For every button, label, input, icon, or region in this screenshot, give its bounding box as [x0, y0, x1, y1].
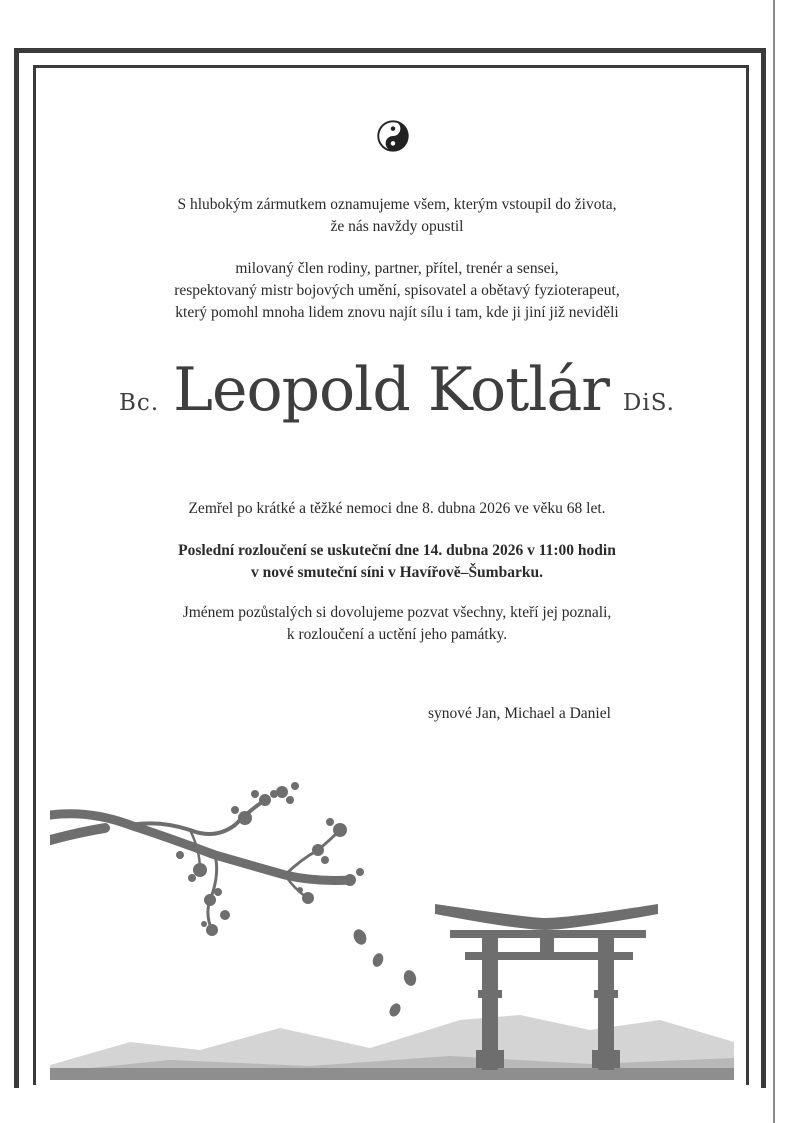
farewell-line-2: v nové smuteční síni v Havířově–Šumbarku. [251, 564, 543, 581]
name-full: Leopold Kotlár [173, 355, 609, 425]
invitation-line-1: Jménem pozůstalých si dovolujeme pozvat všechny, kteří jej poznali, [182, 604, 612, 621]
deceased-name [0, 355, 794, 425]
yin-yang-icon [377, 120, 409, 152]
farewell-line-1: Poslední rozloučení se uskuteční dne 14. dubna 2026 v 11:00 hodin [178, 542, 616, 559]
name-prefix: Bc. [119, 390, 160, 416]
intro-line-1: S hlubokým zármutkem oznamujeme všem, kterým vstoupil do života, [177, 196, 617, 213]
cherry-blossom-branch [50, 782, 418, 1019]
invitation-line-2: k rozloučení a uctění jeho památky. [286, 626, 508, 643]
invitation [0, 602, 794, 646]
description-line-2: respektovaný mistr bojových umění, spisovatel a obětavý fyzioterapeut, [174, 282, 620, 299]
farewell [0, 540, 794, 584]
description-line-1: milovaný člen rodiny, partner, přítel, trenér a sensei, [235, 260, 559, 277]
name-suffix: DiS. [622, 390, 675, 416]
death-notice: Zemřel po krátké a těžké nemoci dne 8. dubna 2026 ve věku 68 let. [188, 500, 606, 517]
illustration [50, 780, 734, 1080]
intro-line-2: že nás navždy opustil [330, 218, 464, 235]
description [0, 258, 794, 324]
mountains [50, 1015, 734, 1080]
signature: synové Jan, Michael a Daniel [428, 705, 611, 722]
intro [0, 194, 794, 238]
description-line-3: který pomohl mnoha lidem znovu najít sílu i tam, kde ji jiní již neviděli [175, 304, 619, 321]
